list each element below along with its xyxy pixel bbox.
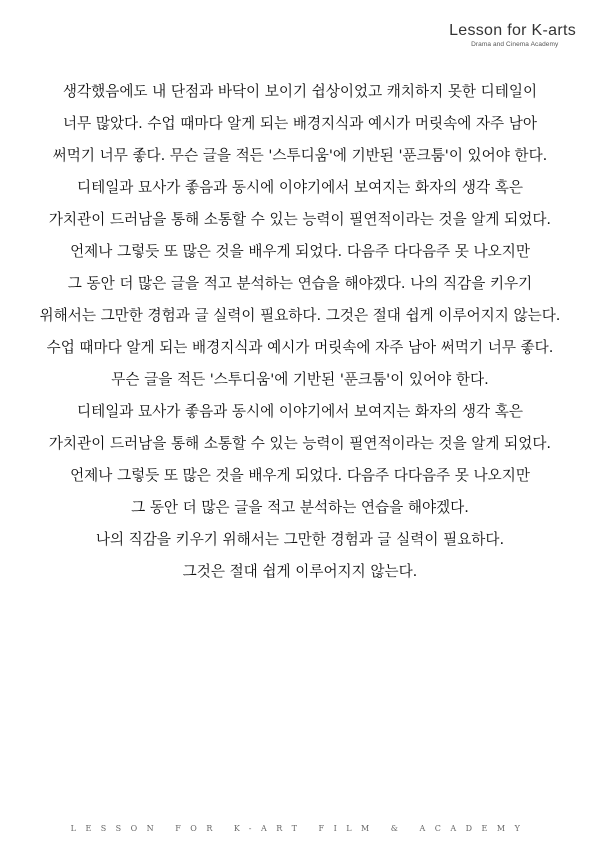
text-line-12: 가치관이 드러남을 통해 소통할 수 있는 능력이 필연적이라는 것을 알게 되었다. <box>48 435 552 452</box>
text-line-11: 디테일과 묘사가 좋음과 동시에 이야기에서 보여지는 화자의 생각 혹은 <box>77 403 523 420</box>
logo-subtitle: Drama and Cinema Academy <box>471 41 559 48</box>
text-line-8: 위해서는 그만한 경험과 글 실력이 필요하다. 그것은 절대 쉽게 이루어지지 않는다. <box>39 307 561 324</box>
review-text-body <box>0 76 600 588</box>
text-line-16: 그것은 절대 쉽게 이루어지지 않는다. <box>182 563 418 580</box>
text-line-2: 너무 많았다. 수업 때마다 알게 되는 배경지식과 예시가 머릿속에 자주 남아 <box>63 115 537 132</box>
text-line-1: 생각했음에도 내 단점과 바닥이 보이기 쉽상이었고 캐치하지 못한 디테일이 <box>62 83 538 100</box>
text-line-15: 나의 직감을 키우기 위해서는 그만한 경험과 글 실력이 필요하다. <box>95 531 505 548</box>
text-line-4: 디테일과 묘사가 좋음과 동시에 이야기에서 보여지는 화자의 생각 혹은 <box>77 179 523 196</box>
text-line-14: 그 동안 더 많은 글을 적고 분석하는 연습을 해야겠다. <box>131 499 469 516</box>
text-line-13: 언제나 그렇듯 또 많은 것을 배우게 되었다. 다음주 다다음주 못 나오지만 <box>70 467 530 484</box>
logo-title: Lesson for K-arts <box>449 22 576 39</box>
text-line-9: 수업 때마다 알게 되는 배경지식과 예시가 머릿속에 자주 남아 써먹기 너무 좋다. <box>46 339 554 356</box>
text-line-7: 그 동안 더 많은 글을 적고 분석하는 연습을 해야겠다. 나의 직감을 키우기 <box>67 275 533 292</box>
footer-caption: LESSON FOR K-ART FILM & ACADEMY <box>70 824 530 833</box>
academy-logo <box>449 22 576 48</box>
text-line-3: 써먹기 너무 좋다. 무슨 글을 적든 '스투디움'에 기반된 '푼크툼'이 있어야 한다. <box>52 147 548 164</box>
text-line-6: 언제나 그렇듯 또 많은 것을 배우게 되었다. 다음주 다다음주 못 나오지만 <box>70 243 530 260</box>
text-line-10: 무슨 글을 적든 '스투디움'에 기반된 '푼크툼'이 있어야 한다. <box>111 371 489 388</box>
text-line-5: 가치관이 드러남을 통해 소통할 수 있는 능력이 필연적이라는 것을 알게 되었다. <box>48 211 552 228</box>
